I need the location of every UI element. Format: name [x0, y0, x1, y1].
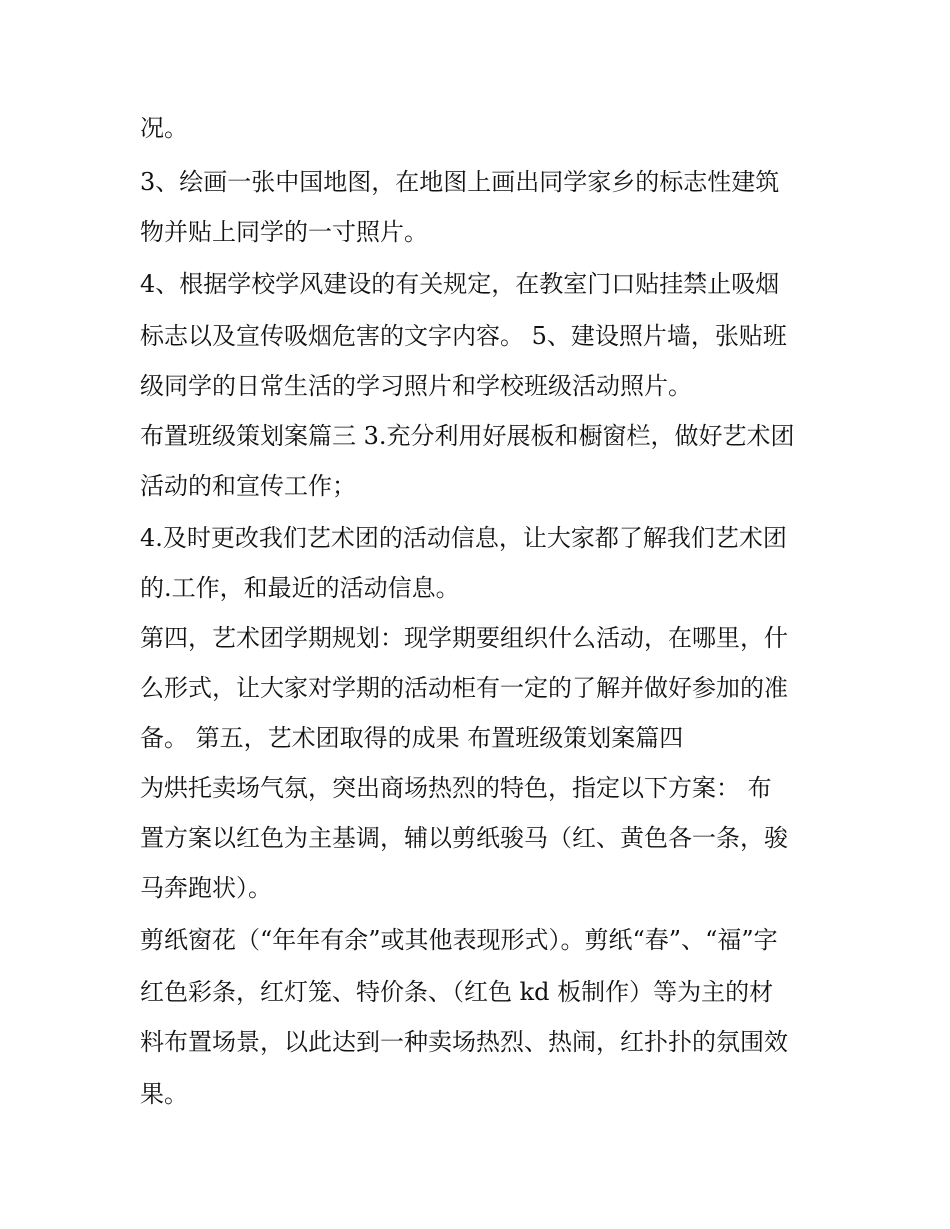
text-line: 3、绘画一张中国地图，在地图上画出同学家乡的标志性建筑 [140, 168, 780, 196]
text-line: 剪纸窗花（“年年有余”或其他表现形式）。剪纸“春”、“福”字 [140, 926, 778, 954]
text-line: 活动的和宣传工作； [140, 472, 356, 500]
text-line: 4、根据学校学风建设的有关规定，在教室门口贴挂禁止吸烟 [140, 270, 780, 298]
text-line: 级同学的日常生活的学习照片和学校班级活动照片。 [140, 372, 692, 400]
text-line: 4.及时更改我们艺术团的活动信息，让大家都了解我们艺术团 [140, 524, 787, 552]
text-line: 的.工作，和最近的活动信息。 [140, 574, 460, 602]
text-line: 况。 [140, 114, 188, 142]
text-line: 布置班级策划案篇三 3.充分利用好展板和橱窗栏，做好艺术团 [140, 422, 795, 450]
text-line: 果。 [140, 1080, 188, 1108]
text-line: 为烘托卖场气氛，突出商场热烈的特色，指定以下方案： 布 [140, 774, 772, 802]
text-line: 第四，艺术团学期规划：现学期要组织什么活动，在哪里，什 [140, 624, 788, 652]
text-line: 备。 第五，艺术团取得的成果 布置班级策划案篇四 [140, 724, 684, 752]
text-line: 标志以及宣传吸烟危害的文字内容。 5、建设照片墙，张贴班 [140, 322, 787, 350]
text-line: 置方案以红色为主基调，辅以剪纸骏马（红、黄色各一条，骏 [140, 824, 788, 852]
text-line: 红色彩条，红灯笼、特价条、（红色 kd 板制作）等为主的材 [140, 978, 774, 1006]
text-line: 马奔跑状）。 [140, 874, 272, 902]
text-line: 料布置场景，以此达到一种卖场热烈、热闹，红扑扑的氛围效 [140, 1028, 788, 1056]
text-line: 么形式，让大家对学期的活动柜有一定的了解并做好参加的准 [140, 674, 788, 702]
text-line: 物并贴上同学的一寸照片。 [140, 218, 428, 246]
